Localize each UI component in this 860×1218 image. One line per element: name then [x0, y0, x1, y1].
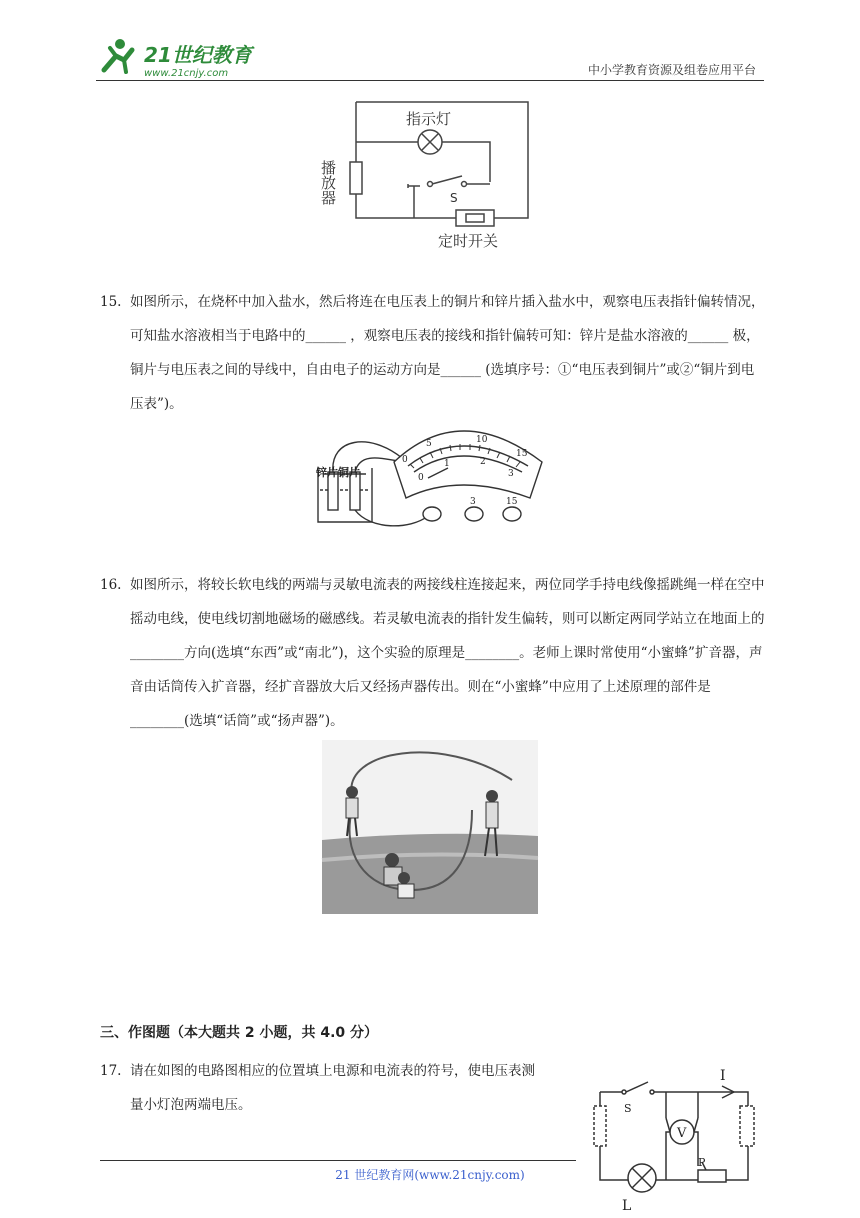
upper-tick-3: 15: [516, 449, 528, 459]
voltmeter-label: V: [677, 1126, 687, 1141]
player-label: 播放器: [319, 160, 337, 205]
terminal-15-label: 15: [506, 497, 518, 507]
timer-label: 定时开关: [438, 232, 499, 250]
question-number: 15.: [100, 294, 122, 310]
logo-url: www.21cnjy.com: [144, 68, 229, 79]
question-number: 17.: [100, 1063, 122, 1079]
lower-tick-0: 0: [418, 473, 424, 483]
upper-tick-2: 10: [476, 435, 488, 445]
section-title: 三、作图题（本大题共 2 小题，共 4.0 分）: [100, 1025, 379, 1041]
salt-water-battery-figure: [310, 418, 550, 534]
logo-text: 21世纪教育: [144, 43, 252, 67]
voltmeter-circuit-figure: [574, 1062, 770, 1214]
lower-tick-2: 2: [480, 457, 486, 467]
question-17: [100, 1054, 540, 1122]
header-slogan: 中小学教育资源及组卷应用平台: [587, 63, 756, 77]
slider-label: P: [698, 1156, 706, 1169]
question-text: 如图所示，在烧杯中加入盐水，然后将连在电压表上的铜片和锌片插入盐水中，观察电压表指针偏转情况，可知盐水溶液相当于电路中的______ ，观察电压表的接线和指针偏转可知：锌片是盐水溶液的______ 极，铜片与电压表之间的导线中，自由电子的运动方向是______ (选填序号：①“电压表到铜片”或②“铜片到电压表”)。: [130, 294, 765, 412]
footer-text: 21 世纪教育网(www.21cnjy.com): [335, 1168, 525, 1182]
lower-tick-1: 1: [444, 459, 450, 469]
question-text: 请在如图的电路图相应的位置填上电源和电流表的符号，使电压表测量小灯泡两端电压。: [130, 1063, 535, 1113]
footer-divider: [100, 1160, 576, 1161]
upper-tick-0: 0: [402, 455, 408, 465]
switch-label: S: [450, 191, 458, 205]
rope-swinging-illustration: [322, 740, 538, 914]
lamp-label: 指示灯: [406, 110, 452, 128]
switch-label: S: [624, 1102, 632, 1115]
terminal-3-label: 3: [470, 497, 476, 507]
lamp-label: L: [622, 1198, 632, 1214]
upper-tick-1: 5: [426, 439, 432, 449]
site-logo: [96, 36, 266, 80]
runner-icon: [104, 39, 132, 72]
question-number: 16.: [100, 577, 122, 593]
lower-tick-3: 3: [508, 469, 514, 479]
header-divider: [96, 80, 764, 81]
plate-label: 锌片铜片: [316, 466, 360, 479]
question-16: [100, 568, 766, 738]
current-label: I: [720, 1068, 726, 1084]
question-15: [100, 285, 766, 421]
question-text: 如图所示，将较长软电线的两端与灵敏电流表的两接线柱连接起来，两位同学手持电线像摇跳绳一样在空中摇动电线，使电线切割地磁场的磁感线。若灵敏电流表的指针发生偏转，则可以断定两同学站立在地面上的________方向(选填“东西”或“南北”)，这个实验的原理是________。老师上课时常使用“小蜜蜂”扩音器，声音由话筒传入扩音器，经扩音器放大后又经扬声器传出。则在“小蜜蜂”中应用了上述原理的部件是________(选填“话筒”或“扬声器”)。: [130, 577, 765, 729]
timer-circuit-figure: [319, 96, 542, 252]
